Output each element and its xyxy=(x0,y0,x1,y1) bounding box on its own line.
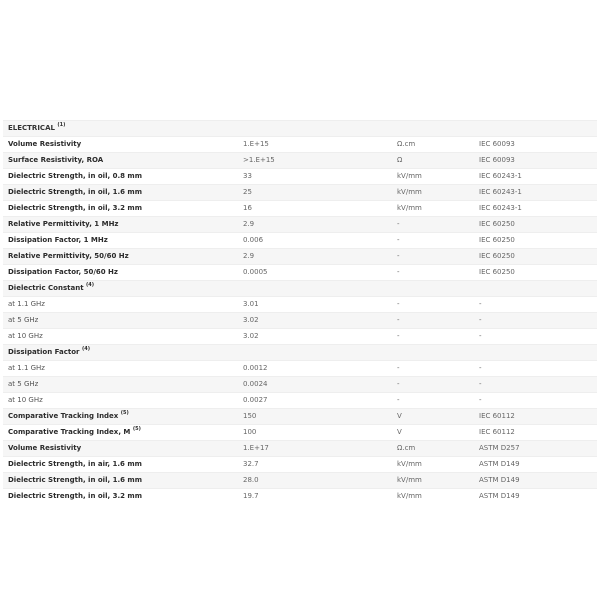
table-row xyxy=(3,233,597,249)
property-cell xyxy=(3,345,238,361)
test-method-cell: ASTM D149 xyxy=(474,473,597,489)
unit-cell: kV/mm xyxy=(397,492,422,500)
value-cell: 19.7 xyxy=(243,492,259,500)
table-row xyxy=(3,441,597,457)
value-cell: 0.0024 xyxy=(238,377,392,393)
property-name: Dielectric Strength, in oil, 1.6 mm xyxy=(8,476,142,484)
property-cell xyxy=(3,329,238,345)
property-cell xyxy=(3,201,238,217)
property-cell xyxy=(3,393,238,409)
test-method-cell: - xyxy=(474,377,597,393)
unit-cell: kV/mm xyxy=(397,460,422,468)
value-cell: 0.006 xyxy=(243,236,264,244)
table-row xyxy=(3,297,597,313)
property-name: at 10 GHz xyxy=(8,396,43,404)
value-cell: 1.E+17 xyxy=(238,441,392,457)
unit-cell: kV/mm xyxy=(392,473,474,489)
value-cell: 2.9 xyxy=(238,217,392,233)
table-body xyxy=(3,121,597,505)
value-cell: 1.E+15 xyxy=(243,140,269,148)
property-cell xyxy=(3,377,238,393)
test-method-cell: - xyxy=(474,313,597,329)
section-header-row xyxy=(3,121,597,137)
value-cell: 33 xyxy=(243,172,252,180)
table-row xyxy=(3,345,597,361)
property-cell xyxy=(3,217,238,233)
property-name: Volume Resistivity xyxy=(8,444,82,452)
property-cell xyxy=(3,281,238,297)
table-row xyxy=(3,409,597,425)
unit-cell: kV/mm xyxy=(397,172,422,180)
value-cell: 0.0012 xyxy=(243,364,268,372)
electrical-properties-table xyxy=(3,120,597,504)
unit-cell xyxy=(392,281,474,297)
value-cell: 3.01 xyxy=(243,300,259,308)
value-cell: 3.02 xyxy=(238,313,392,329)
value-cell: 3.02 xyxy=(243,332,259,340)
test-method-cell: ASTM D149 xyxy=(479,460,520,468)
test-method-cell: IEC 60250 xyxy=(479,236,515,244)
property-name: Relative Permittivity, 1 MHz xyxy=(8,220,119,228)
unit-cell: - xyxy=(392,377,474,393)
property-cell xyxy=(3,297,238,313)
property-name: at 10 GHz xyxy=(8,332,43,340)
value-cell xyxy=(238,345,392,361)
unit-cell xyxy=(392,345,474,361)
table-row xyxy=(3,137,597,153)
value-cell: 0.0027 xyxy=(243,396,268,404)
property-name: Dielectric Strength, in oil, 1.6 mm xyxy=(8,188,142,196)
section-title xyxy=(3,121,597,137)
table-row xyxy=(3,457,597,473)
unit-cell: - xyxy=(397,268,400,276)
property-cell xyxy=(3,409,238,425)
property-name: Dissipation Factor xyxy=(8,348,80,356)
test-method-cell: IEC 60243-1 xyxy=(479,204,522,212)
unit-cell: - xyxy=(397,396,400,404)
unit-cell: - xyxy=(397,332,400,340)
property-cell xyxy=(3,137,238,153)
property-cell xyxy=(3,361,238,377)
property-footnote: (4) xyxy=(85,282,95,288)
value-cell: 2.9 xyxy=(238,249,392,265)
property-name: Dielectric Strength, in air, 1.6 mm xyxy=(8,460,142,468)
value-cell: 150 xyxy=(238,409,392,425)
table-row xyxy=(3,201,597,217)
property-name: Dielectric Strength, in oil, 3.2 mm xyxy=(8,204,142,212)
property-name: Surface Resistivity, ROA xyxy=(8,156,104,164)
value-cell xyxy=(238,281,392,297)
property-name: Comparative Tracking Index xyxy=(8,412,119,420)
property-cell xyxy=(3,313,238,329)
property-cell xyxy=(3,169,238,185)
value-cell: 32.7 xyxy=(243,460,259,468)
table-row xyxy=(3,169,597,185)
table-row xyxy=(3,473,597,489)
property-name: Dissipation Factor, 50/60 Hz xyxy=(8,268,118,276)
property-name: at 1.1 GHz xyxy=(8,364,45,372)
test-method-cell: IEC 60112 xyxy=(474,409,597,425)
property-cell xyxy=(3,153,238,169)
value-cell: 0.0005 xyxy=(243,268,268,276)
unit-cell: V xyxy=(397,428,402,436)
unit-cell: kV/mm xyxy=(397,204,422,212)
value-cell: 28.0 xyxy=(238,473,392,489)
table-row xyxy=(3,377,597,393)
test-method-cell: IEC 60243-1 xyxy=(479,172,522,180)
property-cell xyxy=(3,265,238,281)
table-row xyxy=(3,313,597,329)
unit-cell: V xyxy=(392,409,474,425)
test-method-cell: IEC 60243-1 xyxy=(474,185,597,201)
unit-cell: kV/mm xyxy=(392,185,474,201)
test-method-cell: IEC 60250 xyxy=(474,217,597,233)
property-cell xyxy=(3,489,238,505)
unit-cell: - xyxy=(392,313,474,329)
section-title-text: ELECTRICAL xyxy=(8,124,55,132)
property-cell xyxy=(3,233,238,249)
property-cell xyxy=(3,185,238,201)
table-row xyxy=(3,249,597,265)
table-row xyxy=(3,489,597,505)
unit-cell: Ω.cm xyxy=(397,140,416,148)
test-method-cell: - xyxy=(479,300,482,308)
property-name: Volume Resistivity xyxy=(8,140,82,148)
unit-cell: - xyxy=(397,300,400,308)
property-name: Dissipation Factor, 1 MHz xyxy=(8,236,108,244)
test-method-cell: ASTM D257 xyxy=(474,441,597,457)
property-cell xyxy=(3,425,238,441)
table-row xyxy=(3,153,597,169)
test-method-cell: IEC 60112 xyxy=(479,428,515,436)
property-footnote: (4) xyxy=(81,346,91,352)
section-footnote: (1) xyxy=(57,122,66,128)
value-cell: 100 xyxy=(243,428,257,436)
test-method-cell: - xyxy=(479,364,482,372)
property-cell xyxy=(3,441,238,457)
property-name: at 1.1 GHz xyxy=(8,300,45,308)
table-row xyxy=(3,185,597,201)
unit-cell: - xyxy=(392,217,474,233)
test-method-cell: IEC 60093 xyxy=(474,153,597,169)
property-name: Comparative Tracking Index, M xyxy=(8,428,131,436)
table-row xyxy=(3,217,597,233)
test-method-cell: IEC 60250 xyxy=(474,249,597,265)
property-footnote: (5) xyxy=(132,426,141,432)
property-footnote: (5) xyxy=(120,410,129,416)
table-row xyxy=(3,361,597,377)
property-name: Dielectric Constant xyxy=(8,284,84,292)
unit-cell: - xyxy=(397,364,400,372)
unit-cell: - xyxy=(392,249,474,265)
unit-cell: - xyxy=(397,236,400,244)
table-row xyxy=(3,329,597,345)
table-row xyxy=(3,265,597,281)
unit-cell: Ω xyxy=(392,153,474,169)
property-cell xyxy=(3,249,238,265)
table-row xyxy=(3,425,597,441)
table-row xyxy=(3,393,597,409)
test-method-cell xyxy=(474,345,597,361)
unit-cell: Ω.cm xyxy=(392,441,474,457)
property-name: at 5 GHz xyxy=(8,316,39,324)
property-name: Relative Permittivity, 50/60 Hz xyxy=(8,252,129,260)
property-cell xyxy=(3,457,238,473)
value-cell: >1.E+15 xyxy=(238,153,392,169)
property-name: Dielectric Strength, in oil, 0.8 mm xyxy=(8,172,142,180)
electrical-properties-sheet xyxy=(3,120,597,504)
value-cell: 16 xyxy=(243,204,252,212)
property-cell xyxy=(3,473,238,489)
test-method-cell xyxy=(474,281,597,297)
test-method-cell: - xyxy=(479,396,482,404)
table-row xyxy=(3,281,597,297)
test-method-cell: IEC 60093 xyxy=(479,140,515,148)
value-cell: 25 xyxy=(238,185,392,201)
test-method-cell: - xyxy=(479,332,482,340)
test-method-cell: ASTM D149 xyxy=(479,492,520,500)
property-name: at 5 GHz xyxy=(8,380,39,388)
property-name: Dielectric Strength, in oil, 3.2 mm xyxy=(8,492,142,500)
test-method-cell: IEC 60250 xyxy=(479,268,515,276)
